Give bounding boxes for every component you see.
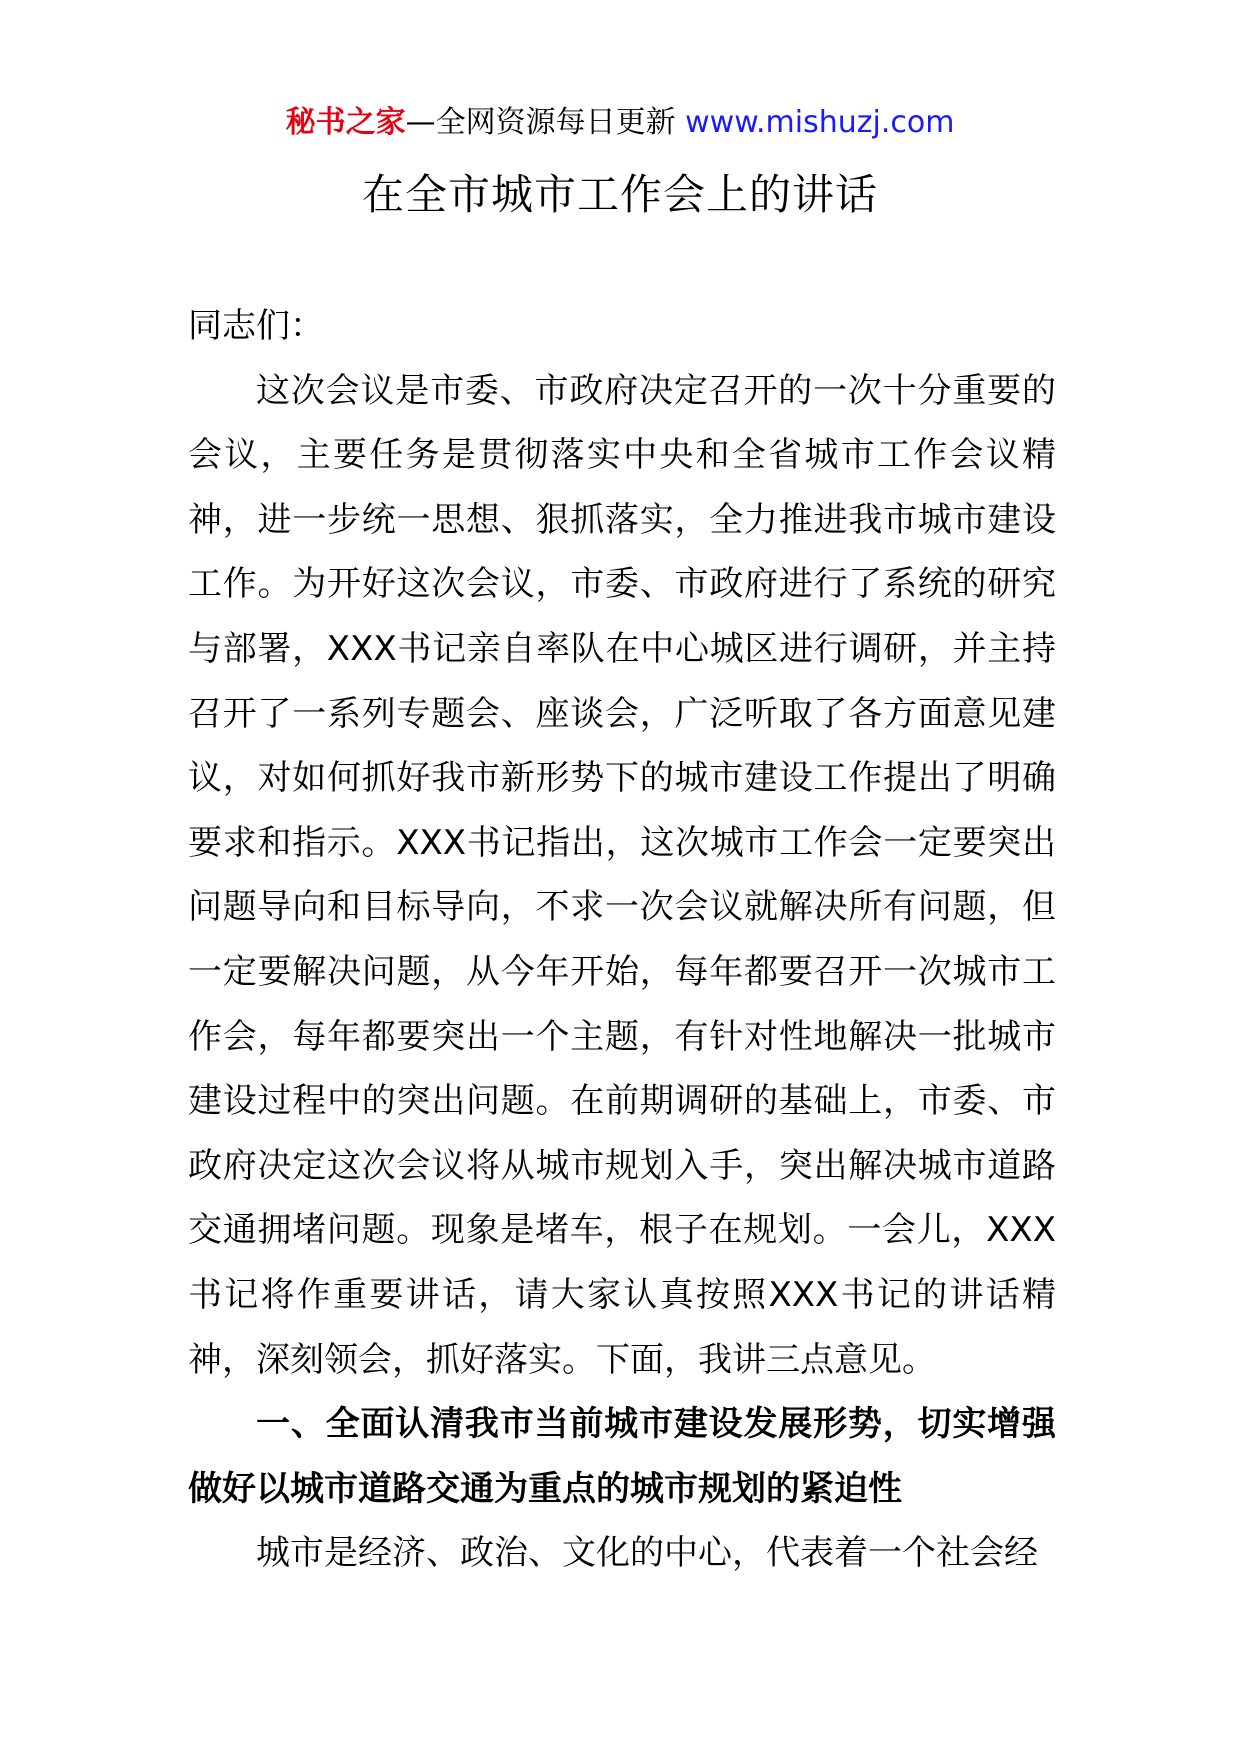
- paragraph: 这次会议是市委、市政府决定召开的一次十分重要的会议，主要任务是贯彻落实中央和全省城市工作会议精神，进一步统一思想、狠抓落实，全力推进我市城市建设工作。为开好这次会议，市委、市政府进行了系统的研究与部署，XXX书记亲自率队在中心城区进行调研，并主持召开了一系列专题会、座谈会，广泛听取了各方面意见建议，对如何抓好我市新形势下的城市建设工作提出了明确要求和指示。XXX书记指出，这次城市工作会一定要突出问题导向和目标导向，不求一次会议就解决所有问题，但一定要解决问题，从今年开始，每年都要召开一次城市工作会，每年都要突出一个主题，有针对性地解决一批城市建设过程中的突出问题。在前期调研的基础上，市委、市政府决定这次会议将从城市规划入手，突出解决城市道路交通拥堵问题。现象是堵车，根子在规划。一会儿，XXX书记将作重要讲话，请大家认真按照XXX书记的讲话精神，深刻领会，抓好落实。下面，我讲三点意见。: [188, 370, 1056, 1380]
- salutation: 同志们：: [188, 306, 324, 346]
- section-heading: 一、全面认清我市当前城市建设发展形势，切实增强做好以城市道路交通为重点的城市规划的紧迫性: [188, 1404, 1056, 1509]
- paragraph: 城市是经济、政治、文化的中心，代表着一个社会经: [256, 1533, 1038, 1574]
- document-body: [188, 294, 1056, 1586]
- brand-name: 秘书之家: [285, 105, 406, 140]
- header-tagline: —全网资源每日更新: [405, 105, 686, 140]
- site-url-link[interactable]: www.mishuzj.com: [685, 105, 955, 140]
- document-title: 在全市城市工作会上的讲话: [361, 170, 878, 219]
- site-header: [0, 103, 1240, 143]
